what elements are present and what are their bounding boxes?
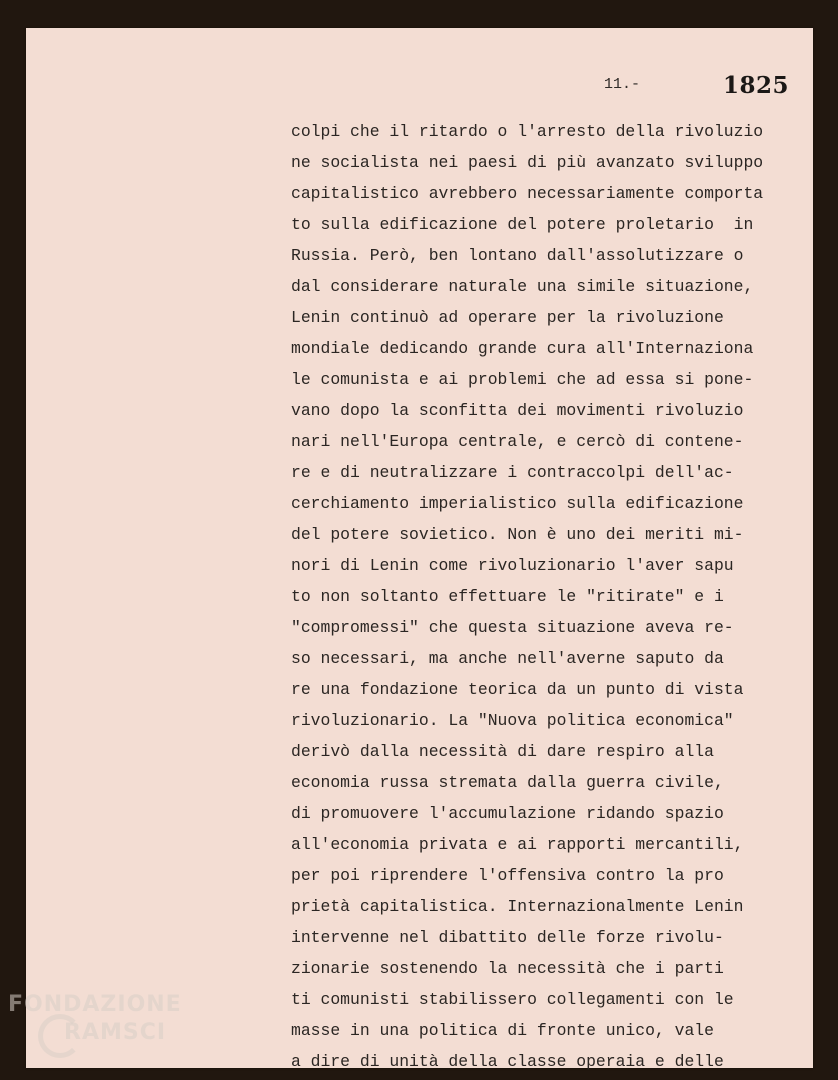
- text-line: masse in una politica di fronte unico, vale: [291, 1021, 714, 1040]
- text-line: "compromessi" che questa situazione aveva re-: [291, 618, 734, 637]
- document-page: [26, 28, 813, 1071]
- text-line: Russia. Però, ben lontano dall'assolutizzare o: [291, 246, 744, 265]
- text-line: colpi che il ritardo o l'arresto della rivoluzio: [291, 122, 764, 141]
- text-line: ti comunisti stabilissero collegamenti con le: [291, 990, 734, 1009]
- watermark-line-1: FONDAZIONE: [8, 992, 182, 1017]
- text-line: to sulla edificazione del potere proletario in: [291, 215, 754, 234]
- text-line: vano dopo la sconfitta dei movimenti rivoluzio: [291, 401, 744, 420]
- text-line: economia russa stremata dalla guerra civile,: [291, 773, 724, 792]
- text-line: per poi riprendere l'offensiva contro la pro: [291, 866, 724, 885]
- text-line: dal considerare naturale una simile situazione,: [291, 277, 754, 296]
- text-line: intervenne nel dibattito delle forze rivolu-: [291, 928, 724, 947]
- watermark-line-2: RAMSCI: [64, 1020, 167, 1045]
- text-line: a dire di unità della classe operaia e delle: [291, 1052, 724, 1071]
- text-line: so necessari, ma anche nell'averne saputo da: [291, 649, 724, 668]
- text-line: capitalistico avrebbero necessariamente comporta: [291, 184, 764, 203]
- text-line: le comunista e ai problemi che ad essa si pone-: [291, 370, 754, 389]
- text-line: all'economia privata e ai rapporti mercantili,: [291, 835, 744, 854]
- text-line: Lenin continuò ad operare per la rivoluzione: [291, 308, 724, 327]
- text-line: del potere sovietico. Non è uno dei meriti mi-: [291, 525, 744, 544]
- text-line: di promuovere l'accumulazione ridando spazio: [291, 804, 724, 823]
- fondazione-gramsci-watermark: [8, 992, 208, 1072]
- text-line: zionarie sostenendo la necessità che i parti: [291, 959, 724, 978]
- text-line: derivò dalla necessità di dare respiro alla: [291, 742, 714, 761]
- text-line: cerchiamento imperialistico sulla edificazione: [291, 494, 744, 513]
- text-line: ne socialista nei paesi di più avanzato sviluppo: [291, 153, 764, 172]
- text-line: prietà capitalistica. Internazionalmente Lenin: [291, 897, 744, 916]
- text-line: nari nell'Europa centrale, e cercò di contene-: [291, 432, 744, 451]
- text-line: nori di Lenin come rivoluzionario l'aver sapu: [291, 556, 734, 575]
- text-line: mondiale dedicando grande cura all'Internaziona: [291, 339, 754, 358]
- text-line: re e di neutralizzare i contraccolpi dell'ac-: [291, 463, 734, 482]
- text-line: rivoluzionario. La "Nuova politica economica": [291, 711, 734, 730]
- page-number: 1825: [723, 72, 790, 99]
- text-line: re una fondazione teorica da un punto di vista: [291, 680, 744, 699]
- page-marker: 11.-: [604, 76, 641, 93]
- text-line: to non soltanto effettuare le "ritirate" e i: [291, 587, 724, 606]
